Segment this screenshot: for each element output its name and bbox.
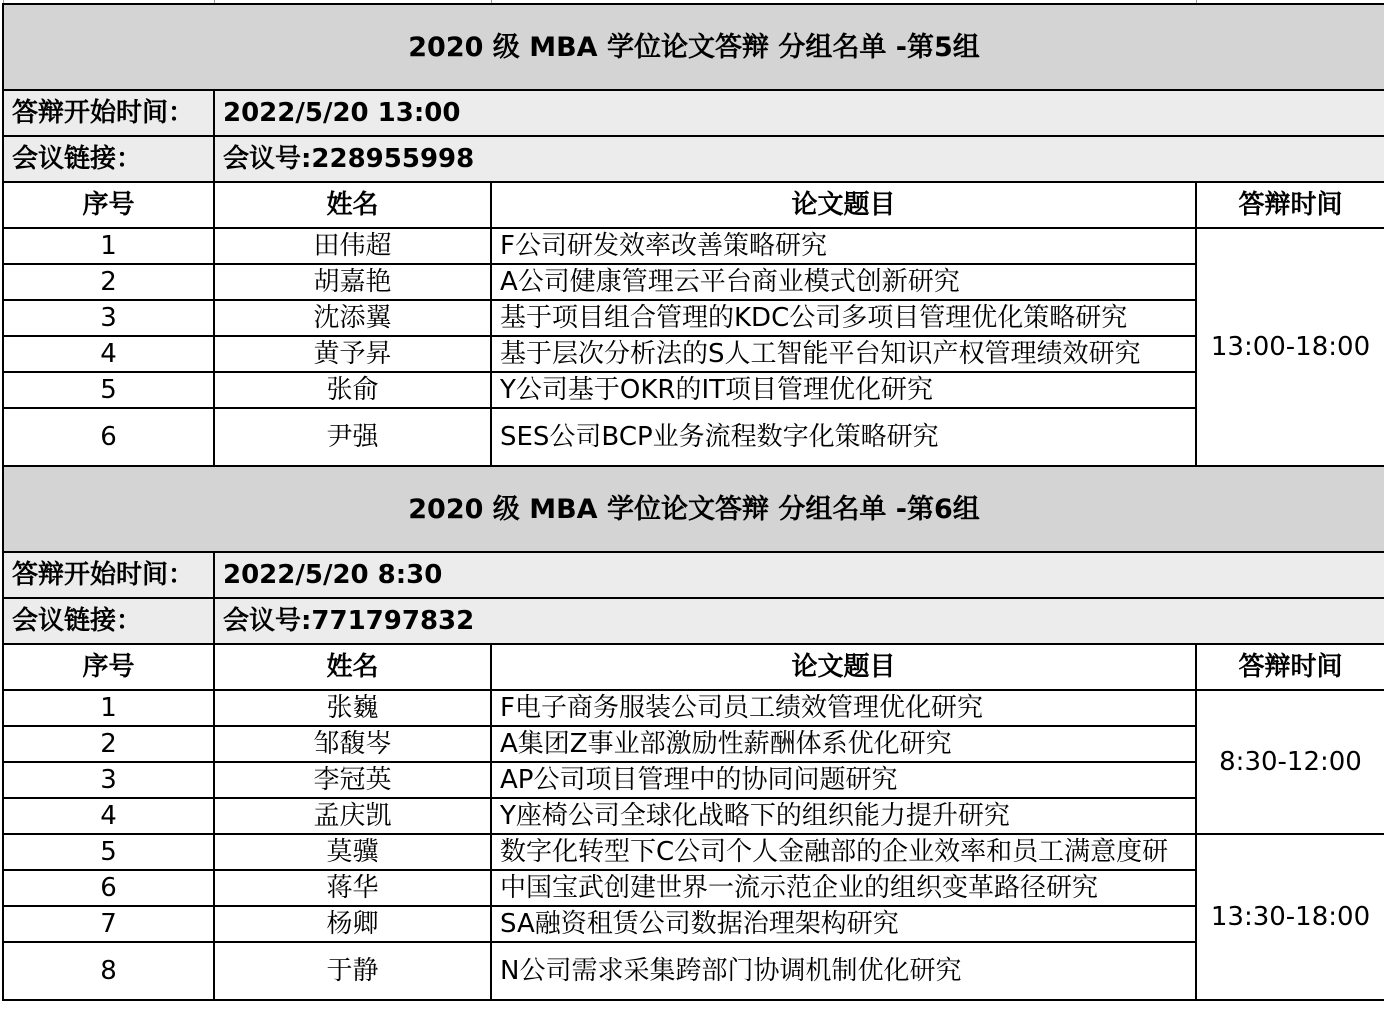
group-title[interactable]: 2020 级 MBA 学位论文答辩 分组名单 -第5组 [3, 4, 1384, 90]
student-name[interactable]: 杨卿 [214, 906, 491, 942]
student-name[interactable]: 邹馥岑 [214, 726, 491, 762]
defense-time[interactable]: 13:00-18:00 [1196, 228, 1384, 466]
header-name[interactable]: 姓名 [214, 644, 491, 690]
table-row [3, 408, 1384, 466]
defense-schedule-sheet [2, 0, 1384, 1001]
group-title-row [3, 466, 1384, 552]
start-time-value[interactable]: 2022/5/20 8:30 [214, 552, 1384, 598]
thesis-title[interactable]: A集团Z事业部激励性薪酬体系优化研究 [491, 726, 1196, 762]
row-number[interactable]: 8 [3, 942, 214, 1000]
student-name[interactable]: 莫骥 [214, 834, 491, 870]
thesis-title[interactable]: 数字化转型下C公司个人金融部的企业效率和员工满意度研 [491, 834, 1196, 870]
table-row [3, 300, 1384, 336]
defense-time[interactable]: 8:30-12:00 [1196, 690, 1384, 834]
student-name[interactable]: 尹强 [214, 408, 491, 466]
thesis-title[interactable]: SA融资租赁公司数据治理架构研究 [491, 906, 1196, 942]
thesis-title[interactable]: N公司需求采集跨部门协调机制优化研究 [491, 942, 1196, 1000]
row-number[interactable]: 6 [3, 870, 214, 906]
meeting-link-label[interactable]: 会议链接： [3, 598, 214, 644]
group-title[interactable]: 2020 级 MBA 学位论文答辩 分组名单 -第6组 [3, 466, 1384, 552]
row-number[interactable]: 6 [3, 408, 214, 466]
row-number[interactable]: 5 [3, 834, 214, 870]
start-time-row [3, 90, 1384, 136]
meeting-link-value[interactable]: 会议号:771797832 [214, 598, 1384, 644]
table-header-row [3, 644, 1384, 690]
student-name[interactable]: 沈添翼 [214, 300, 491, 336]
thesis-title[interactable]: A公司健康管理云平台商业模式创新研究 [491, 264, 1196, 300]
row-number[interactable]: 3 [3, 762, 214, 798]
thesis-title[interactable]: Y公司基于OKR的IT项目管理优化研究 [491, 372, 1196, 408]
thesis-title[interactable]: 基于项目组合管理的KDC公司多项目管理优化策略研究 [491, 300, 1196, 336]
row-number[interactable]: 2 [3, 726, 214, 762]
table-row [3, 228, 1384, 264]
student-name[interactable]: 田伟超 [214, 228, 491, 264]
table-row [3, 762, 1384, 798]
row-number[interactable]: 4 [3, 798, 214, 834]
row-number[interactable]: 3 [3, 300, 214, 336]
student-name[interactable]: 孟庆凯 [214, 798, 491, 834]
table-row [3, 372, 1384, 408]
table-header-row [3, 182, 1384, 228]
start-time-value[interactable]: 2022/5/20 13:00 [214, 90, 1384, 136]
meeting-link-value[interactable]: 会议号:228955998 [214, 136, 1384, 182]
student-name[interactable]: 李冠英 [214, 762, 491, 798]
row-number[interactable]: 5 [3, 372, 214, 408]
table-row [3, 726, 1384, 762]
thesis-title[interactable]: 基于层次分析法的S人工智能平台知识产权管理绩效研究 [491, 336, 1196, 372]
header-defense-time[interactable]: 答辩时间 [1196, 644, 1384, 690]
header-thesis-title[interactable]: 论文题目 [491, 644, 1196, 690]
table-row [3, 690, 1384, 726]
header-thesis-title[interactable]: 论文题目 [491, 182, 1196, 228]
defense-time[interactable]: 13:30-18:00 [1196, 834, 1384, 1000]
table-row [3, 834, 1384, 870]
thesis-title[interactable]: AP公司项目管理中的协同问题研究 [491, 762, 1196, 798]
row-number[interactable]: 1 [3, 228, 214, 264]
meeting-link-row [3, 136, 1384, 182]
student-name[interactable]: 黄予昇 [214, 336, 491, 372]
table-row [3, 942, 1384, 1000]
student-name[interactable]: 于静 [214, 942, 491, 1000]
student-name[interactable]: 张俞 [214, 372, 491, 408]
row-number[interactable]: 7 [3, 906, 214, 942]
header-number[interactable]: 序号 [3, 182, 214, 228]
thesis-title[interactable]: F电子商务服装公司员工绩效管理优化研究 [491, 690, 1196, 726]
student-name[interactable]: 张巍 [214, 690, 491, 726]
header-defense-time[interactable]: 答辩时间 [1196, 182, 1384, 228]
start-time-label[interactable]: 答辩开始时间： [3, 552, 214, 598]
thesis-title[interactable]: SES公司BCP业务流程数字化策略研究 [491, 408, 1196, 466]
student-name[interactable]: 胡嘉艳 [214, 264, 491, 300]
row-number[interactable]: 2 [3, 264, 214, 300]
meeting-link-label[interactable]: 会议链接： [3, 136, 214, 182]
header-number[interactable]: 序号 [3, 644, 214, 690]
thesis-title[interactable]: F公司研发效率改善策略研究 [491, 228, 1196, 264]
header-name[interactable]: 姓名 [214, 182, 491, 228]
table-row [3, 264, 1384, 300]
start-time-label[interactable]: 答辩开始时间： [3, 90, 214, 136]
table-row [3, 870, 1384, 906]
row-number[interactable]: 1 [3, 690, 214, 726]
thesis-title[interactable]: Y座椅公司全球化战略下的组织能力提升研究 [491, 798, 1196, 834]
row-number[interactable]: 4 [3, 336, 214, 372]
table-row [3, 906, 1384, 942]
meeting-link-row [3, 598, 1384, 644]
start-time-row [3, 552, 1384, 598]
thesis-title[interactable]: 中国宝武创建世界一流示范企业的组织变革路径研究 [491, 870, 1196, 906]
student-name[interactable]: 蒋华 [214, 870, 491, 906]
group-title-row [3, 4, 1384, 90]
table-row [3, 798, 1384, 834]
table-row [3, 336, 1384, 372]
